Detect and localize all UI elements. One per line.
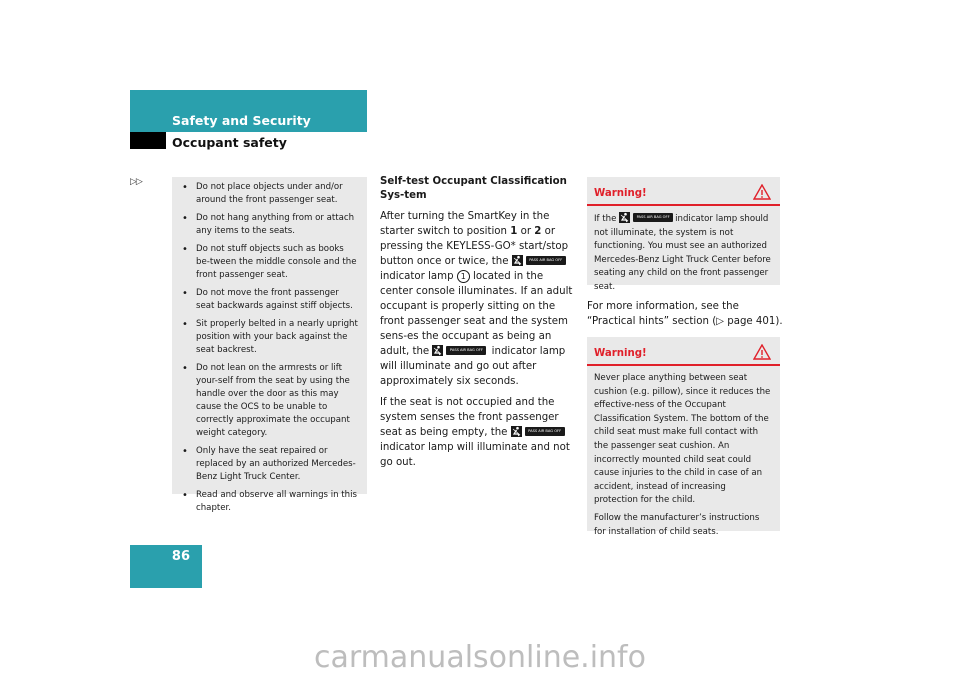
subsection-title: Occupant safety — [172, 135, 287, 150]
callout-1: 1 — [457, 270, 470, 283]
list-item: • Do not lean on the armrests or lift your-self from the seat by using the handle over the door as this may cause the OCS to be unable to correctly approximate the occupant weight category. — [182, 362, 359, 440]
header-marker — [130, 132, 166, 149]
list-item: • Do not move the front passenger seat backwards against stiff objects. — [182, 287, 359, 313]
page-number-box — [130, 545, 202, 588]
airbag-off-indicator-icon — [511, 426, 567, 437]
warning-title: Warning! — [594, 188, 647, 199]
position-1: 1 — [510, 226, 518, 237]
paragraph: If the seat is not occupied and the system senses the front passenger seat as being empty, the PASS AIR BAG OFF indicator lamp will illuminate and not go out. — [380, 397, 570, 468]
paragraph: Never place anything between seat cushion (e.g. pillow), since it reduces the effective-ness of the Occupant Classification System. The bottom of the child seat must make full contact with the passenger seat cushion. An incorrectly mounted child seat could cause injuries to the child in case of an accident, instead of increasing protection for the child. — [594, 373, 771, 506]
warning-triangle-icon — [753, 184, 771, 200]
warning-body — [587, 366, 780, 539]
airbag-off-indicator-icon — [619, 212, 675, 223]
self-test-section — [380, 175, 575, 476]
list-item: • Do not hang anything from or attach any items to the seats. — [182, 212, 359, 238]
indicator-label: PASS AIR BAG OFF — [633, 213, 673, 222]
section-title: Safety and Security — [172, 113, 311, 128]
warning-box — [587, 337, 780, 537]
continuation-icon: ▷▷ — [130, 177, 142, 187]
warning-header — [587, 337, 780, 366]
list-item: • Read and observe all warnings in this chapter. — [182, 489, 359, 515]
warning-box — [587, 177, 780, 292]
watermark: carmanualsonline.info — [314, 640, 646, 675]
bullet-list-box — [172, 177, 367, 513]
info-reference — [587, 299, 787, 329]
indicator-label: PASS AIR BAG OFF — [446, 346, 486, 355]
list-item: • Do not stuff objects such as books be-tween the middle console and the front passenger seat. — [182, 243, 359, 282]
list-item: • Sit properly belted in a nearly upright position with your back against the seat backrest. — [182, 318, 359, 357]
paragraph: After turning the SmartKey in the starter switch to position 1 or 2 or pressing the KEYLESS-GO* start/stop button once or twice, the PASS AIR BAG OFF indicator lamp 1 located in the center console illuminates. If an adult occupant is properly sitting on the front passenger seat and the system sens-es the occupant as being an adult, the PASS AIR BAG OFF indicator lamp will illuminate and go out after approximately six seconds. — [380, 211, 573, 387]
paragraph: For more information, see the “Practical hints” section (▷ page 401). — [587, 301, 783, 327]
warning-triangle-icon — [753, 344, 771, 360]
airbag-off-indicator-icon — [512, 255, 568, 266]
warning-title: Warning! — [594, 348, 647, 359]
page-number: 86 — [171, 549, 190, 564]
warning-header — [587, 177, 780, 206]
warning-body: If the PASS AIR BAG OFF indicator lamp should not illuminate, the system is not functioning. You must see an authorized Mercedes-Benz Light Truck Center before seating any child on the front passenger seat. — [594, 214, 771, 292]
airbag-off-indicator-icon — [432, 345, 488, 356]
bullet-list — [182, 181, 359, 515]
indicator-label: PASS AIR BAG OFF — [525, 427, 565, 436]
list-item: • Do not place objects under and/or around the front passenger seat. — [182, 181, 359, 207]
indicator-label: PASS AIR BAG OFF — [526, 256, 566, 265]
paragraph: Follow the manufacturer’s instructions for installation of child seats. — [594, 512, 760, 537]
position-2: 2 — [534, 226, 542, 237]
section-heading: Self-test Occupant Classification Sys-tem — [380, 176, 567, 201]
list-item: • Only have the seat repaired or replaced by an authorized Mercedes-Benz Light Truck Center. — [182, 445, 359, 484]
